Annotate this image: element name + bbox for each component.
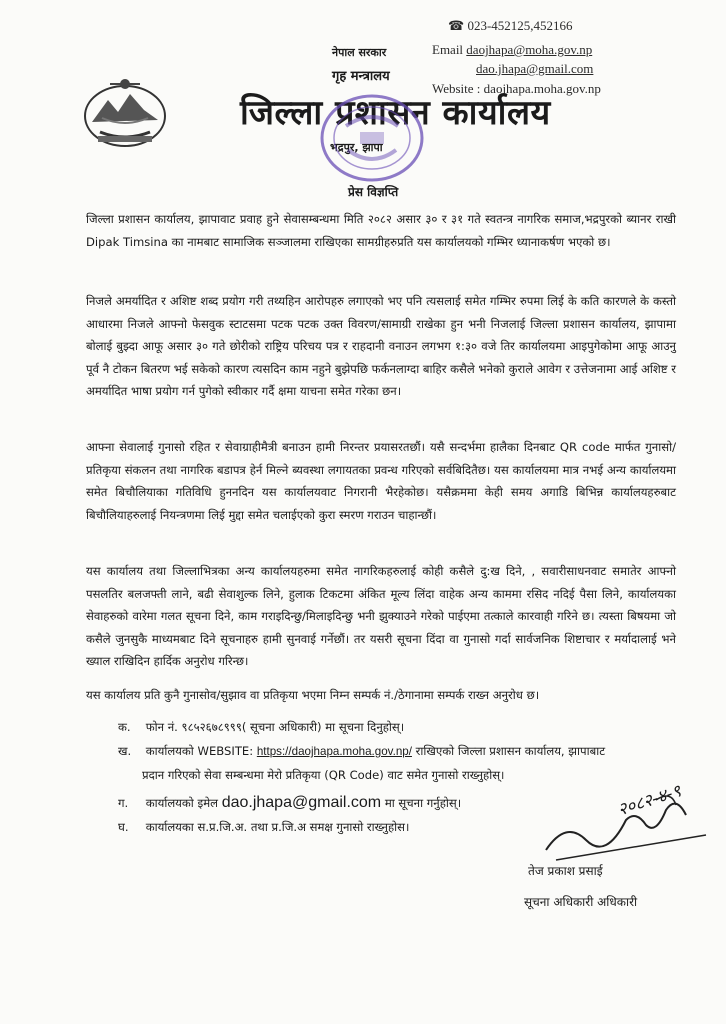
list-marker: घ. (118, 820, 129, 834)
government-name: नेपाल सरकार (332, 46, 387, 59)
list-marker: ग. (118, 796, 129, 810)
website-link[interactable]: daojhapa.moha.gov.np (483, 81, 601, 96)
office-stamp-icon (316, 88, 428, 188)
press-release-title: प्रेस विज्ञप्ति (348, 185, 399, 199)
nepal-emblem-icon (80, 72, 170, 152)
contact-item-ka (118, 716, 404, 738)
ministry-name: गृह मन्त्रालय (332, 69, 390, 84)
contact-email-link[interactable]: dao.jhapa@gmail.com (221, 794, 382, 811)
phone-line (448, 18, 573, 34)
website-label: Website : (432, 81, 481, 96)
contact-email-after: मा सूचना गर्नुहोस्। (384, 796, 462, 810)
email-link-primary[interactable]: daojhapa@moha.gov.np (466, 42, 593, 57)
signer-name: तेज प्रकाश प्रसाई (528, 864, 603, 878)
signature-date: २०८२-४-९ (615, 781, 684, 821)
paragraph-3: आफ्ना सेवालाई गुनासो रहित र सेवाग्राहीमैत्री बनाउन हामी निरन्तर प्रयासरतछौं। यसै सन्दर्भमा हालैका दिनबाट QR code मार्फत गुनासो/प्रतिकृया संकलन तथा नागरिक बडापत्र हेर्न मिल्ने ब्यवस्था लगायतका प्रवन्ध गरिएको सर्वबिदितैछ। यस कार्यालयमा मात्र नभई अन्य कार्यालयमा समेत बिचौलियाका गतिविधि हुननदिन यस कार्यालयवाट निगरानी भैरहेकोछ। यसैक्रममा केही समय अगाडि बिभिन्न कार्यालयहरुबाट बिचौलियाहरुलाई नियन्त्रणमा लिई मुद्दा समेत चलाईएको कुरा स्मरण गराउन चाहान्छौं। (86, 440, 676, 522)
contact-item-gha (118, 816, 409, 838)
paragraph-4: यस कार्यालय तथा जिल्लाभित्रका अन्य कार्यालयहरुमा समेत नागरिकहरुलाई कोही कसैले दु:ख दिने, , सवारीसाधनवाट समातेर आफ्नो पसलतिर बलजफ्ती लाने, बढी सेवाशुल्क लिने, हुलाक टिकटमा अंकित मूल्य लिंदा वाहेक अन्य काममा रसिद नदिई पैसा लिने, कार्यालयका सेवाहरुको वारेमा गलत सूचना दिने, काम गराइदिन्छु/मिलाइदिन्छु भनी झुक्याउने गरेको पाईएमा तत्काले कारवाही गरिने छ। त्यस्ता बिषयमा जो कसैले जुनसुकै माध्यमबाट दिने सूचनाहरु हामी सुनवाई गर्नेछौं। तर यसरी सूचना दिंदा वा गुनासो गर्दा सार्वजनिक शिष्टाचार र मर्यादालाई भने ख्याल राखिदिन हार्दिक अनुरोध गरिन्छ। (86, 564, 676, 668)
contact-website-after: राखिएको जिल्ला प्रशासन कार्यालय, झापाबाट (415, 744, 606, 758)
phone-number: 023-452125,452166 (467, 18, 573, 33)
phone-icon: ☎ (448, 18, 465, 33)
contact-phone-text: फोन नं. ९८५२६७८९९९( सूचना अधिकारी) मा सूचना दिनुहोस्। (145, 720, 405, 734)
contact-website-label: कार्यालयको WEBSITE: (145, 744, 254, 758)
contact-website-link[interactable]: https://daojhapa.moha.gov.np/ (256, 745, 412, 758)
paragraph-5: यस कार्यालय प्रति कुनै गुनासोव/सुझाव वा प्रतिकृया भएमा निम्न सम्पर्क नं./ठेगानामा सम्पर्क राख्न अनुरोध छ। (86, 688, 540, 702)
paragraph-1: जिल्ला प्रशासन कार्यालय, झापावाट प्रवाह हुने सेवासम्बन्धमा मिति २०८२ असार ३० र ३१ गते स्वतन्त्र नागरिक समाज,भद्रपुरको ब्यानर राखी Dipak Timsina का नामबाट सामाजिक सञ्जालमा राखिएका सामग्रीहरुप्रति यस कार्यालयको गम्भिर ध्यानाकर्षण भएको छ। (86, 212, 676, 249)
office-title: जिल्ला प्रशासन कार्यालय (240, 93, 551, 133)
email-line (432, 42, 592, 58)
contact-item-kha (118, 740, 678, 763)
contact-website-line2: प्रदान गरिएको सेवा सम्बन्धमा मेरो प्रतिकृया (QR Code) वाट समेत गुनासो राख्नुहोस्। (142, 768, 505, 782)
contact-email-label: कार्यालयको इमेल (145, 796, 218, 810)
list-marker: ख. (118, 744, 132, 758)
contact-item-ga (118, 792, 461, 814)
list-marker: क. (118, 720, 131, 734)
email-label: Email (432, 42, 464, 57)
office-address: भद्रपुर, झापा (330, 141, 383, 154)
paragraph-2: निजले अमर्यादित र अशिष्ट शब्द प्रयोग गरी तथ्यहिन आरोपहरु लगाएको भए पनि त्यसलाई समेत गम्भिर रुपमा लिई के कति कारणले के कस्तो आधारमा निजले आफ्नो फेसवुक स्टाटसमा पटक पटक उक्त विवरण/सामाग्री राखेका हुन भनी निजलाई जिल्ला प्रशासन कार्यालय, झापामा बोलाई बुझ्दा आफू असार ३० गते छोरीको राष्ट्रिय परिचय पत्र र राहदानी वनाउन लगभग १:३० वजे तिर कार्यालयमा आइपुगेकोमा आफू आउनु पूर्व नै टोकन बितरण भई सकेको कारण त्यसदिन काम नहुने बुझेपछि फर्कनलाग्दा बाहिर कसैले भनेको कुराले आवेग र उत्तेजनामा आई अशिष्ट र अमर्यादित भाषा प्रयोग गर्न पुगेको स्वीकार गर्दै क्षमा याचना समेत गरेका छन। (86, 294, 676, 398)
email-link-secondary[interactable]: dao.jhapa@gmail.com (476, 61, 594, 76)
contact-officer-text: कार्यालयका स.प्र.जि.अ. तथा प्र.जि.अ समक्ष गुनासो राख्नुहोस। (145, 820, 410, 834)
signer-designation: सूचना अधिकारी अधिकारी (524, 895, 638, 909)
